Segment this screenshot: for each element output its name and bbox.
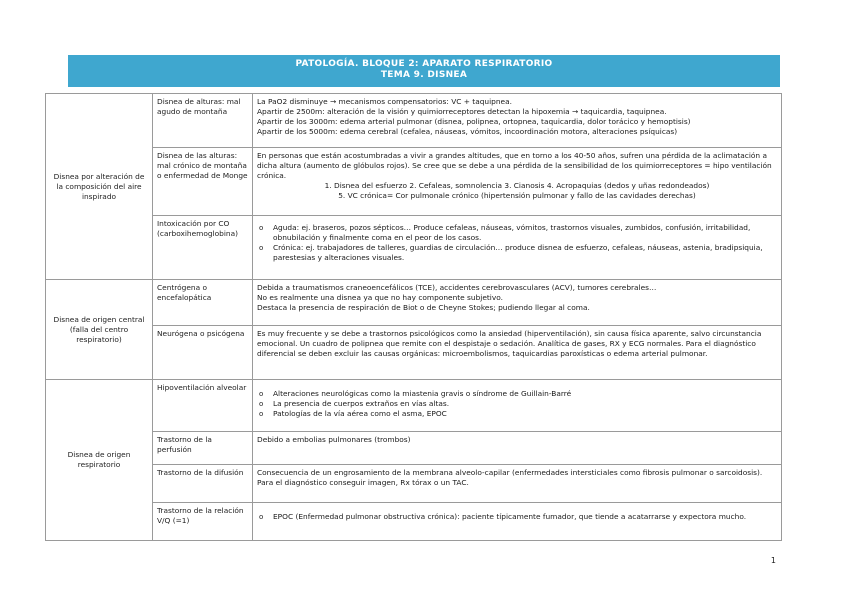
- table-row: [46, 432, 782, 465]
- group-label: Disnea por alteración de la composición del aire inspirado: [46, 94, 153, 280]
- text-line: 1. Disnea del esfuerzo 2. Cefaleas, somnolencia 3. Cianosis 4. Acropaquias (dedos y uñas redondeados): [324, 181, 710, 190]
- description-cell: [253, 503, 782, 541]
- group-label: Disnea de origen respiratorio: [46, 380, 153, 541]
- text-line: Apartir de los 3000m: edema arterial pulmonar (disnea, polipnea, ortopnea, taquicardia, dolor torácico y hemoptisis): [257, 117, 691, 126]
- text-line: Apartir de los 5000m: edema cerebral (cefalea, náuseas, vómitos, incoordinación motora, alteraciones psíquicas): [257, 127, 678, 136]
- document-subtitle: TEMA 9. DISNEA: [380, 70, 468, 80]
- content-table: [45, 93, 782, 541]
- subtype-label: Trastorno de la relación V/Q (=1): [153, 503, 253, 541]
- list-item: o EPOC (Enfermedad pulmonar obstructiva crónica): paciente típicamente fumador, que tiende a acatarrarse y expectora mucho.: [257, 512, 777, 522]
- description-cell: [253, 326, 782, 380]
- bullet-list: [257, 512, 777, 522]
- table-row: [46, 503, 782, 541]
- subtype-label: Disnea de alturas: mal agudo de montaña: [153, 94, 253, 148]
- subtype-label: Centrógena o encefalopática: [153, 280, 253, 326]
- text-paragraph: Debido a embolias pulmonares (trombos): [257, 435, 411, 444]
- table-row: [46, 148, 782, 216]
- text-line: 5. VC crónica= Cor pulmonale crónico (hipertensión pulmonar y fallo de las cavidades derechas): [338, 191, 696, 200]
- description-cell: [253, 94, 782, 148]
- table-row: [46, 280, 782, 326]
- list-item: o Alteraciones neurológicas como la miastenia gravis o síndrome de Guillain-Barré: [257, 389, 777, 399]
- description-cell: [253, 380, 782, 432]
- text-line: No es realmente una disnea ya que no hay componente subjetivo.: [257, 293, 503, 302]
- title-banner: [68, 55, 780, 87]
- table-row: [46, 380, 782, 432]
- list-item: o La presencia de cuerpos extraños en vías altas.: [257, 399, 777, 409]
- subtype-label: Trastorno de la difusión: [153, 465, 253, 503]
- table-row: [46, 94, 782, 148]
- list-item: o Crónica: ej. trabajadores de talleres, guardias de circulación… produce disnea de esfuerzo, cefaleas, náuseas, astenia, bradipsiquia, parestesias y alteraciones visuales.: [257, 243, 777, 263]
- description-cell: [253, 280, 782, 326]
- text-line: Destaca la presencia de respiración de Biot o de Cheyne Stokes; pudiendo llegar al coma.: [257, 303, 590, 312]
- page-number: 1: [770, 556, 776, 565]
- table-row: [46, 216, 782, 280]
- table-row: [46, 326, 782, 380]
- subtype-label: Disnea de las alturas: mal crónico de montaña o enfermedad de Monge: [153, 148, 253, 216]
- text-paragraph: Es muy frecuente y se debe a trastornos psicológicos como la ansiedad (hiperventilación), sin causa física aparente, salvo circunstancia emocional. Un cuadro de polipnea que remite con el despistaje o sedación. Analítica de gases, RX y ECG normales. Para el diagnóstico diferencial se deben excluir las causas orgánicas: microembolismos, taquicardias paroxísticas o edema arterial pulmonar.: [257, 329, 762, 358]
- subtype-label: Neurógena o psicógena: [153, 326, 253, 380]
- list-item: o Aguda: ej. braseros, pozos sépticos… Produce cefaleas, náuseas, vómitos, trastornos visuales, zumbidos, confusión, irritabilidad, obnubilación y finalmente coma en el peor de los casos.: [257, 223, 777, 243]
- text-paragraph: En personas que están acostumbradas a vivir a grandes altitudes, que en torno a los 40-50 años, sufren una pérdida de la aclimatación a dicha altura (aumento de glóbulos rojos). Se cree que se debe a una pérdida de la sensibilidad de los quimiorreceptores = hipo ventilación crónica.: [257, 151, 772, 180]
- text-paragraph: Consecuencia de un engrosamiento de la membrana alveolo-capilar (enfermedades intersticiales como fibrosis pulmonar o sarcoidosis). Para el diagnóstico conseguir imagen, Rx tórax o un TAC.: [257, 468, 763, 487]
- subtype-label: Hipoventilación alveolar: [153, 380, 253, 432]
- text-line: Apartir de 2500m: alteración de la visión y quimiorreceptores detectan la hipoxemia → taquicardia, taquipnea.: [257, 107, 667, 116]
- document-title: PATOLOGÍA. BLOQUE 2: APARATO RESPIRATORIO: [295, 59, 553, 69]
- bullet-list: [257, 223, 777, 263]
- description-cell: [253, 432, 782, 465]
- text-line: La PaO2 disminuye → mecanismos compensatorios: VC + taquipnea.: [257, 97, 512, 106]
- subtype-label: Trastorno de la perfusión: [153, 432, 253, 465]
- description-cell: [253, 465, 782, 503]
- description-cell: [253, 148, 782, 216]
- description-cell: [253, 216, 782, 280]
- group-label: Disnea de origen central (falla del centro respiratorio): [46, 280, 153, 380]
- table-row: [46, 465, 782, 503]
- subtype-label: Intoxicación por CO (carboxihemoglobina): [153, 216, 253, 280]
- text-line: Debida a traumatismos craneoencefálicos (TCE), accidentes cerebrovasculares (ACV), tumores cerebrales…: [257, 283, 657, 292]
- bullet-list: [257, 389, 777, 419]
- list-item: o Patologías de la vía aérea como el asma, EPOC: [257, 409, 777, 419]
